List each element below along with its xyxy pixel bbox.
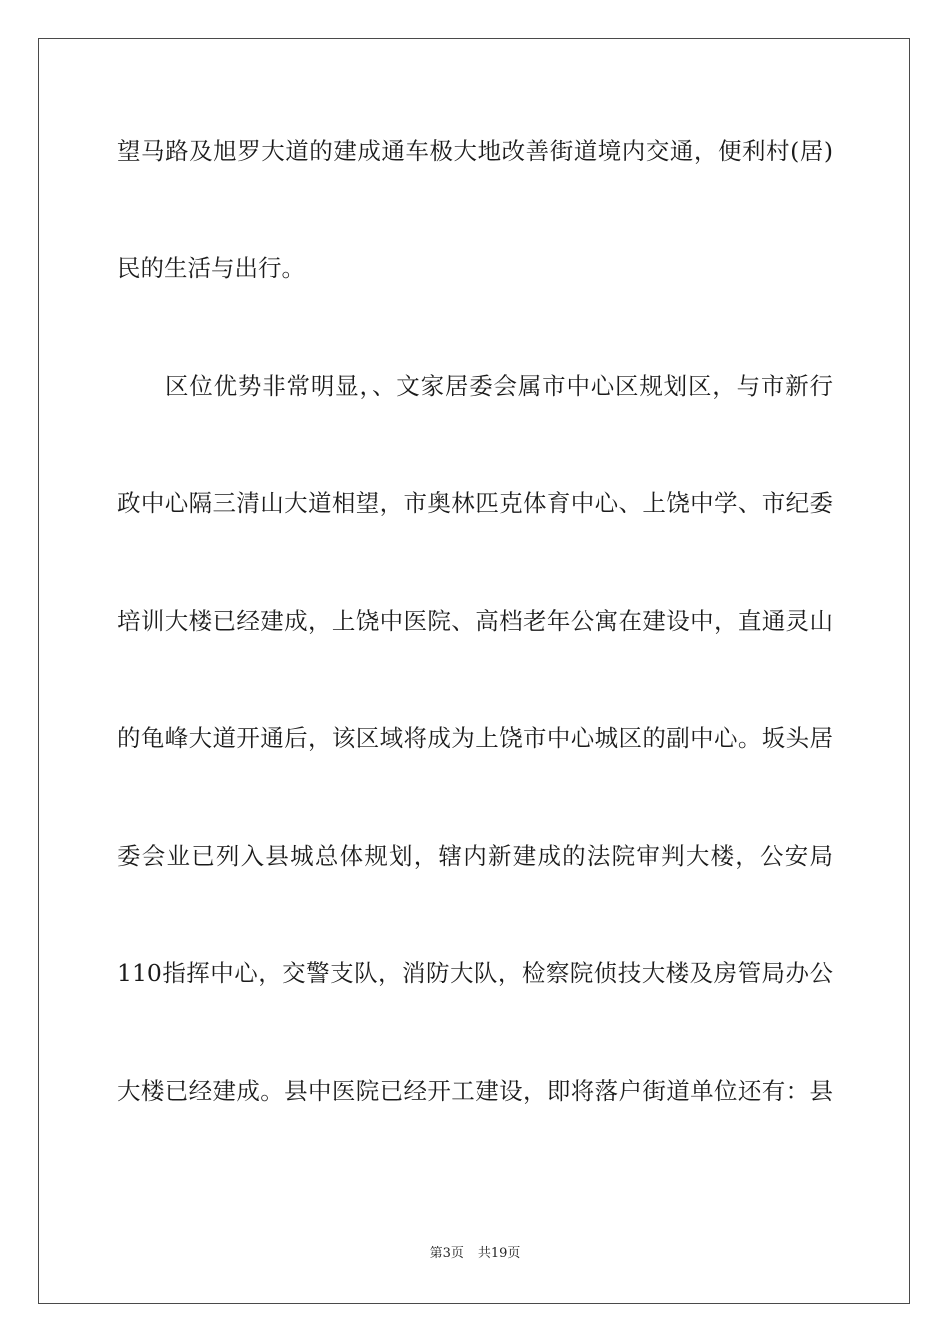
page-footer bbox=[0, 1245, 950, 1263]
page-total: 共19页 bbox=[477, 1246, 521, 1261]
body-text-line: 政中心隔三清山大道相望，市奥林匹克体育中心、上饶中学、市纪委 bbox=[117, 489, 833, 517]
page-number: 第3页 bbox=[429, 1246, 464, 1261]
body-text-line: 委会业已列入县城总体规划，辖内新建成的法院审判大楼，公安局 bbox=[117, 842, 833, 870]
body-text-line: 培训大楼已经建成，上饶中医院、高档老年公寓在建设中，直通灵山 bbox=[117, 607, 833, 635]
page-border bbox=[38, 38, 910, 1304]
paragraph-first-line: 区位优势非常明显，、文家居委会属市中心区规划区，与市新行 bbox=[165, 372, 833, 400]
body-text-line: 望马路及旭罗大道的建成通车极大地改善街道境内交通，便利村(居) bbox=[117, 137, 833, 165]
body-text-line: 民的生活与出行。 bbox=[117, 254, 305, 282]
body-text-line: 大楼已经建成。县中医院已经开工建设，即将落户街道单位还有：县 bbox=[117, 1077, 833, 1105]
body-text-line: 的龟峰大道开通后，该区域将成为上饶市中心城区的副中心。坂头居 bbox=[117, 724, 833, 752]
body-text-line: 110指挥中心，交警支队，消防大队，检察院侦技大楼及房管局办公 bbox=[117, 959, 833, 987]
